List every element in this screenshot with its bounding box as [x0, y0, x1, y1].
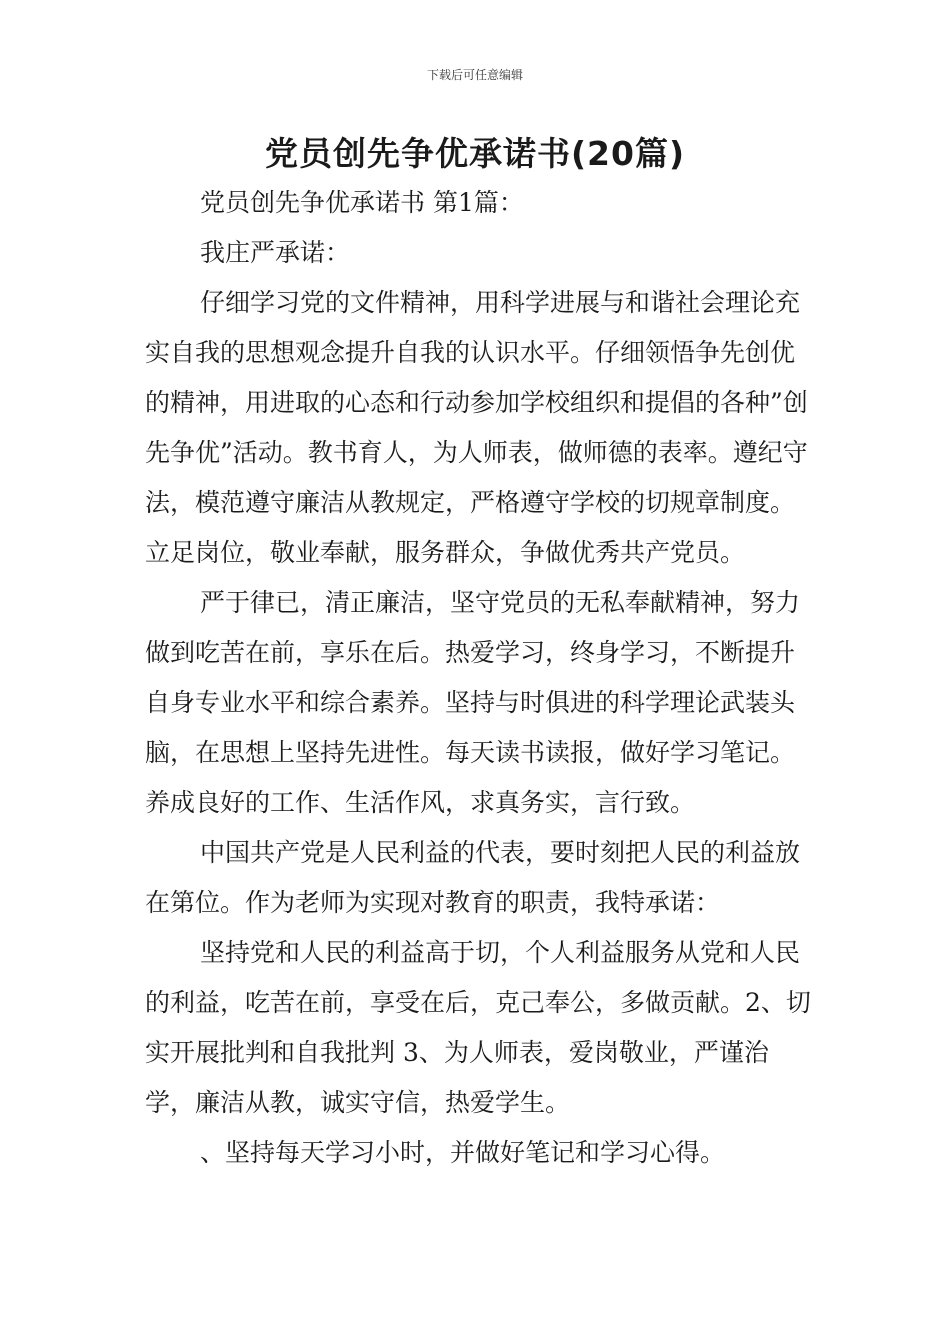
- body-paragraph: 仔细学习党的文件精神，用科学进展与和谐社会理论充实自我的思想观念提升自我的认识水平。仔细领悟争先创优的精神，用进取的心态和行动参加学校组织和提倡的各种”创先争优”活动。教书育人，为人师表，做师德的表率。遵纪守法，模范遵守廉洁从教规定，严格遵守学校的切规章制度。立足岗位，敬业奉献，服务群众，争做优秀共产党员。: [145, 288, 808, 567]
- section-heading: 党员创先争优承诺书 第1篇：: [200, 188, 524, 217]
- document-body: [145, 178, 815, 1178]
- body-paragraph: 中国共产党是人民利益的代表，要时刻把人民的利益放在第位。作为老师为实现对教育的职责，我特承诺：: [145, 838, 801, 917]
- page-header-note: 下载后可任意编辑: [426, 68, 523, 82]
- opening-line: 我庄严承诺：: [200, 238, 351, 267]
- document-title: 党员创先争优承诺书(20篇): [264, 134, 686, 173]
- body-paragraph: 、坚持每天学习小时，并做好笔记和学习心得。: [200, 1138, 726, 1167]
- body-paragraph: 严于律已，清正廉洁，坚守党员的无私奉献精神，努力做到吃苦在前，享乐在后。热爱学习，终身学习，不断提升自身专业水平和综合素养。坚持与时俱进的科学理论武装头脑，在思想上坚持先进性。每天读书读报，做好学习笔记。养成良好的工作、生活作风，求真务实，言行致。: [145, 588, 801, 817]
- body-paragraph: 坚持党和人民的利益高于切，个人利益服务从党和人民的利益，吃苦在前，享受在后，克己奉公，多做贡献。2、切实开展批判和自我批判 3、为人师表，爱岗敬业，严谨治学，廉洁从教，诚实守信，热爱学生。: [145, 938, 811, 1117]
